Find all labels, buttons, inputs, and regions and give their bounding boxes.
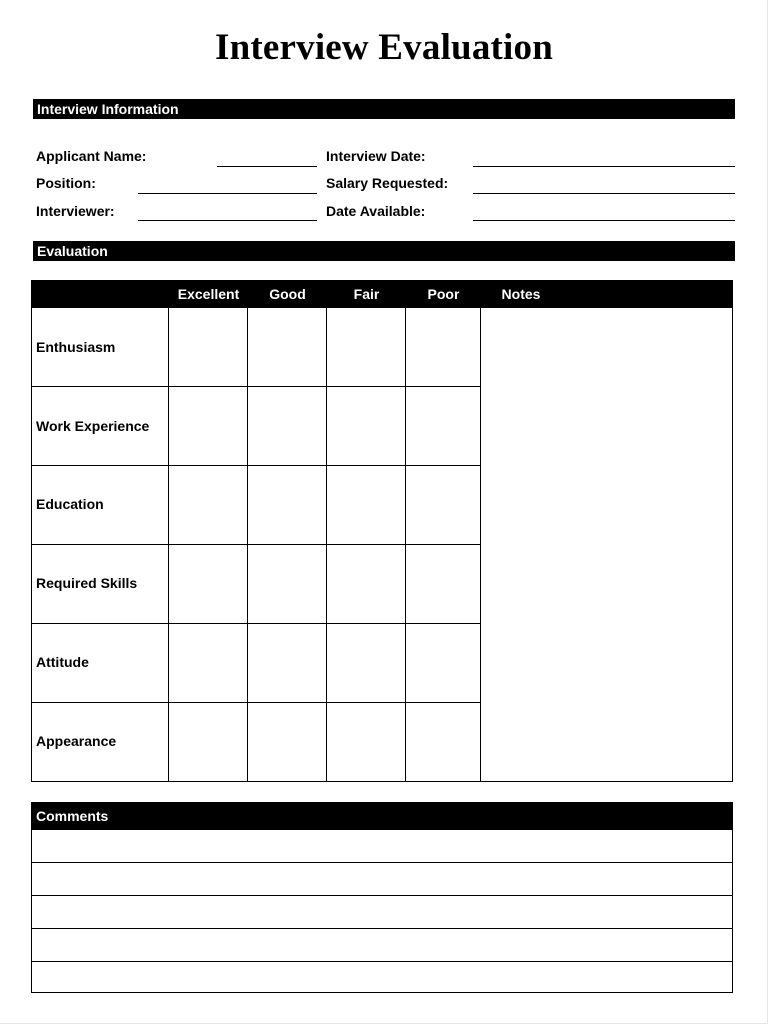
page-title: Interview Evaluation (214, 27, 554, 68)
column-header-excellent: Excellent (177, 286, 240, 302)
comments-box (31, 802, 733, 993)
rating-cell-enthusiasm-poor[interactable] (406, 309, 480, 386)
comment-line[interactable] (32, 961, 732, 994)
comment-line[interactable] (32, 862, 732, 895)
row-divider (32, 702, 481, 703)
rating-cell-attitude-excellent[interactable] (169, 625, 247, 702)
rating-cell-work-experience-poor[interactable] (406, 388, 480, 465)
rating-cell-required-skills-good[interactable] (248, 546, 326, 623)
applicant-name-field[interactable] (217, 166, 317, 167)
rating-cell-attitude-poor[interactable] (406, 625, 480, 702)
comments-header: Comments (32, 803, 732, 830)
row-label-enthusiasm: Enthusiasm (36, 339, 116, 355)
rating-cell-enthusiasm-fair[interactable] (327, 309, 405, 386)
evaluation-header: Evaluation (33, 241, 735, 261)
evaluation-column-header-row (32, 281, 732, 308)
column-header-poor: Poor (427, 286, 460, 302)
salary-requested-field[interactable] (473, 193, 735, 194)
row-label-education: Education (36, 496, 104, 512)
notes-area[interactable] (482, 309, 731, 780)
rating-cell-work-experience-fair[interactable] (327, 388, 405, 465)
row-divider (32, 465, 481, 466)
rating-cell-education-good[interactable] (248, 467, 326, 544)
interviewer-field[interactable] (138, 220, 317, 221)
rating-cell-required-skills-poor[interactable] (406, 546, 480, 623)
row-divider (32, 544, 481, 545)
row-label-appearance: Appearance (36, 733, 117, 749)
row-label-attitude: Attitude (36, 654, 89, 670)
date-available-label: Date Available: (326, 203, 426, 219)
interview-date-label: Interview Date: (326, 148, 426, 164)
position-label: Position: (36, 175, 96, 191)
position-field[interactable] (138, 193, 317, 194)
rating-cell-work-experience-excellent[interactable] (169, 388, 247, 465)
date-available-field[interactable] (473, 220, 735, 221)
rating-cell-appearance-fair[interactable] (327, 704, 405, 781)
rating-cell-required-skills-fair[interactable] (327, 546, 405, 623)
rating-cell-education-poor[interactable] (406, 467, 480, 544)
comment-line[interactable] (32, 895, 732, 928)
rating-cell-work-experience-good[interactable] (248, 388, 326, 465)
row-label-required-skills: Required Skills (36, 575, 138, 591)
column-header-good: Good (269, 286, 306, 302)
rating-cell-enthusiasm-excellent[interactable] (169, 309, 247, 386)
applicant-name-label: Applicant Name: (36, 148, 147, 164)
rating-cell-education-fair[interactable] (327, 467, 405, 544)
rating-cell-required-skills-excellent[interactable] (169, 546, 247, 623)
rating-cell-appearance-poor[interactable] (406, 704, 480, 781)
row-divider (32, 386, 481, 387)
rating-cell-attitude-good[interactable] (248, 625, 326, 702)
rating-cell-attitude-fair[interactable] (327, 625, 405, 702)
rating-cell-appearance-excellent[interactable] (169, 704, 247, 781)
column-header-notes: Notes (501, 286, 541, 302)
column-header-fair: Fair (353, 286, 380, 302)
rating-cell-education-excellent[interactable] (169, 467, 247, 544)
rating-cell-enthusiasm-good[interactable] (248, 309, 326, 386)
interview-information-header: Interview Information (33, 99, 735, 119)
comment-line[interactable] (32, 829, 732, 862)
interviewer-label: Interviewer: (36, 203, 115, 219)
rating-cell-appearance-good[interactable] (248, 704, 326, 781)
row-divider (32, 623, 481, 624)
row-label-work-experience: Work Experience (36, 418, 150, 434)
interview-date-field[interactable] (473, 166, 735, 167)
salary-requested-label: Salary Requested: (326, 175, 449, 191)
comment-line[interactable] (32, 928, 732, 961)
evaluation-grid (31, 280, 733, 782)
